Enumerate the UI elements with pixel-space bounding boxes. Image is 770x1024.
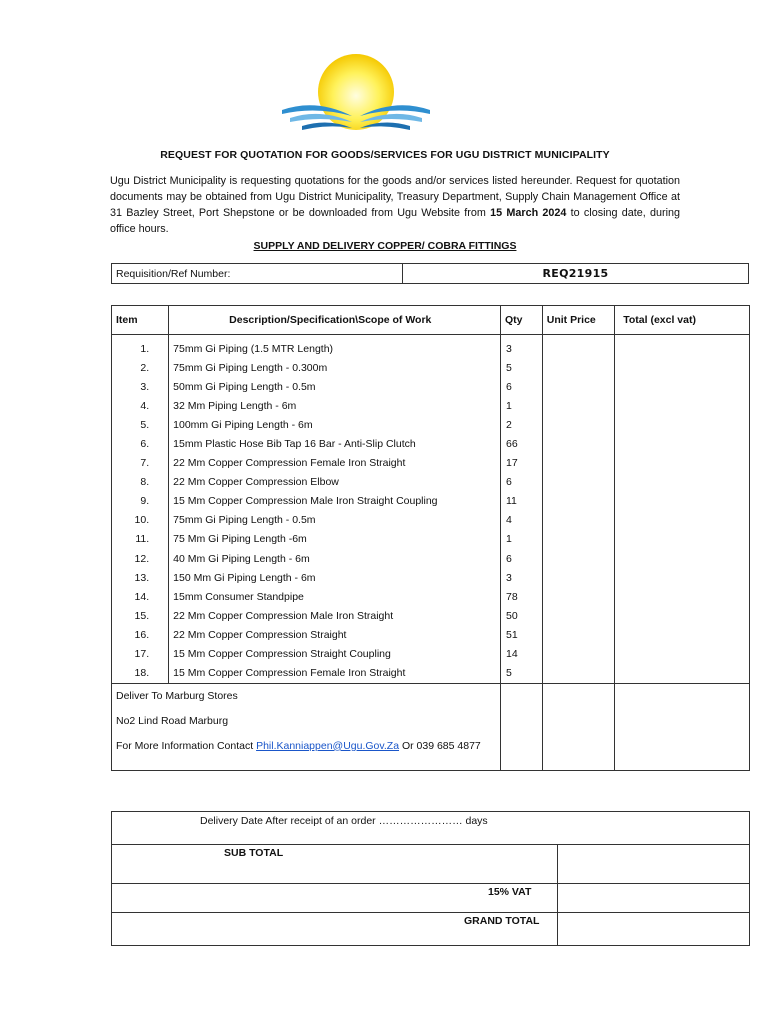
table-row	[112, 335, 750, 359]
item-unit-price[interactable]	[542, 473, 614, 492]
item-total[interactable]	[615, 473, 750, 492]
item-number: 11.	[112, 530, 169, 549]
item-description: 22 Mm Copper Compression Elbow	[169, 473, 501, 492]
item-number: 9.	[112, 492, 169, 511]
requisition-table	[111, 263, 749, 284]
item-description: 22 Mm Copper Compression Female Iron Straight	[169, 454, 501, 473]
item-unit-price[interactable]	[542, 396, 614, 415]
item-total[interactable]	[615, 664, 750, 684]
header-description: Description/Specification\Scope of Work	[169, 306, 501, 335]
item-unit-price[interactable]	[542, 606, 614, 625]
item-number: 2.	[112, 358, 169, 377]
item-description: 15mm Plastic Hose Bib Tap 16 Bar - Anti-Slip Clutch	[169, 434, 501, 453]
document-title: REQUEST FOR QUOTATION FOR GOODS/SERVICES FOR UGU DISTRICT MUNICIPALITY	[160, 149, 610, 161]
item-description: 75mm Gi Piping Length - 0.300m	[169, 358, 501, 377]
item-number: 5.	[112, 415, 169, 434]
item-unit-price[interactable]	[542, 377, 614, 396]
table-row	[112, 664, 750, 684]
delivery-info	[112, 684, 500, 769]
delivery-total-cell	[615, 683, 750, 770]
vat-row	[112, 884, 750, 913]
grand-total-row	[112, 913, 750, 946]
item-total[interactable]	[615, 530, 750, 549]
item-unit-price[interactable]	[542, 645, 614, 664]
contact-email-link[interactable]: Phil.Kanniappen@Ugu.Gov.Za	[256, 739, 400, 752]
item-total[interactable]	[615, 415, 750, 434]
delivery-date-row	[112, 812, 750, 845]
item-qty: 1	[501, 530, 543, 549]
table-row	[112, 492, 750, 511]
item-unit-price[interactable]	[542, 530, 614, 549]
item-description: 100mm Gi Piping Length - 6m	[169, 415, 501, 434]
item-total[interactable]	[615, 549, 750, 568]
item-number: 6.	[112, 434, 169, 453]
municipality-logo-icon	[276, 50, 436, 146]
item-description: 22 Mm Copper Compression Male Iron Straight	[169, 606, 501, 625]
item-description: 75mm Gi Piping (1.5 MTR Length)	[169, 335, 501, 359]
item-qty: 11	[501, 492, 543, 511]
intro-paragraph	[110, 173, 680, 237]
item-qty: 1	[501, 396, 543, 415]
item-total[interactable]	[615, 492, 750, 511]
document-subtitle: SUPPLY AND DELIVERY COPPER/ COBRA FITTINGS	[253, 240, 517, 252]
delivery-date-text: Delivery Date After receipt of an order …………………… days	[112, 812, 750, 845]
item-qty: 51	[501, 625, 543, 644]
item-total[interactable]	[615, 511, 750, 530]
item-description: 75mm Gi Piping Length - 0.5m	[169, 511, 501, 530]
delivery-row	[112, 683, 750, 770]
subtotal-row	[112, 845, 750, 884]
item-qty: 17	[501, 454, 543, 473]
item-description: 50mm Gi Piping Length - 0.5m	[169, 377, 501, 396]
item-number: 17.	[112, 645, 169, 664]
table-row	[112, 587, 750, 606]
item-unit-price[interactable]	[542, 568, 614, 587]
vat-label: 15% VAT	[112, 884, 558, 913]
item-number: 13.	[112, 568, 169, 587]
header-item: Item	[112, 306, 169, 335]
item-number: 12.	[112, 549, 169, 568]
item-qty: 5	[501, 664, 543, 684]
subtotal-value[interactable]	[557, 845, 749, 884]
item-unit-price[interactable]	[542, 549, 614, 568]
item-unit-price[interactable]	[542, 511, 614, 530]
item-qty: 6	[501, 377, 543, 396]
item-number: 8.	[112, 473, 169, 492]
item-total[interactable]	[615, 587, 750, 606]
item-description: 15 Mm Copper Compression Female Iron Straight	[169, 664, 501, 684]
item-qty: 14	[501, 645, 543, 664]
item-unit-price[interactable]	[542, 415, 614, 434]
table-row	[112, 568, 750, 587]
item-total[interactable]	[615, 335, 750, 359]
item-total[interactable]	[615, 358, 750, 377]
item-unit-price[interactable]	[542, 335, 614, 359]
item-description: 22 Mm Copper Compression Straight	[169, 625, 501, 644]
contact-phone: Or 039 685 4877	[399, 739, 481, 752]
item-qty: 78	[501, 587, 543, 606]
table-row	[112, 645, 750, 664]
item-qty: 3	[501, 335, 543, 359]
item-description: 150 Mm Gi Piping Length - 6m	[169, 568, 501, 587]
item-total[interactable]	[615, 568, 750, 587]
item-description: 40 Mm Gi Piping Length - 6m	[169, 549, 501, 568]
table-row	[112, 473, 750, 492]
table-row	[112, 606, 750, 625]
item-number: 4.	[112, 396, 169, 415]
item-description: 75 Mm Gi Piping Length -6m	[169, 530, 501, 549]
item-qty: 50	[501, 606, 543, 625]
item-number: 10.	[112, 511, 169, 530]
item-total[interactable]	[615, 377, 750, 396]
item-unit-price[interactable]	[542, 664, 614, 684]
header-total: Total (excl vat)	[615, 306, 750, 335]
item-number: 14.	[112, 587, 169, 606]
table-row	[112, 434, 750, 453]
table-row	[112, 377, 750, 396]
contact-prefix: For More Information Contact	[116, 739, 257, 752]
item-total[interactable]	[615, 434, 750, 453]
delivery-location: Deliver To Marburg Stores	[116, 689, 238, 702]
item-number: 3.	[112, 377, 169, 396]
item-unit-price[interactable]	[542, 492, 614, 511]
requisition-number: REQ21915	[403, 264, 749, 284]
items-table	[111, 305, 750, 771]
item-description: 32 Mm Piping Length - 6m	[169, 396, 501, 415]
table-row	[112, 358, 750, 377]
table-row	[112, 454, 750, 473]
intro-date: 15 March 2024	[490, 207, 567, 219]
intro-text: Ugu District Municipality is requesting quotations for the goods and/or services listed hereunder. Request for quotation documents may be obtained from Ugu District Municipality, Treasury Department, Supply Chain Management Office at 31 Bazley Street, Port Shepstone or be downloaded from Ugu Website from	[110, 175, 680, 219]
item-number: 16.	[112, 625, 169, 644]
item-total[interactable]	[615, 625, 750, 644]
table-header-row	[112, 306, 750, 335]
item-qty: 3	[501, 568, 543, 587]
grand-total-label: GRAND TOTAL	[112, 913, 558, 946]
grand-total-value[interactable]	[557, 913, 749, 946]
subtotal-label: SUB TOTAL	[112, 845, 558, 884]
item-total[interactable]	[615, 454, 750, 473]
totals-table	[111, 811, 750, 946]
item-number: 7.	[112, 454, 169, 473]
item-total[interactable]	[615, 645, 750, 664]
table-row	[112, 511, 750, 530]
item-qty: 4	[501, 511, 543, 530]
item-qty: 2	[501, 415, 543, 434]
item-unit-price[interactable]	[542, 454, 614, 473]
table-row	[112, 415, 750, 434]
delivery-unit-price-cell	[542, 683, 614, 770]
table-row	[112, 396, 750, 415]
item-number: 15.	[112, 606, 169, 625]
item-unit-price[interactable]	[542, 358, 614, 377]
header-qty: Qty	[501, 306, 543, 335]
table-row	[112, 549, 750, 568]
item-qty: 66	[501, 434, 543, 453]
header-unit-price: Unit Price	[542, 306, 614, 335]
item-qty: 6	[501, 549, 543, 568]
delivery-qty-cell	[501, 683, 543, 770]
item-description: 15 Mm Copper Compression Straight Coupling	[169, 645, 501, 664]
item-number: 18.	[112, 664, 169, 684]
delivery-address: No2 Lind Road Marburg	[116, 714, 229, 727]
item-qty: 5	[501, 358, 543, 377]
table-row	[112, 530, 750, 549]
item-unit-price[interactable]	[542, 625, 614, 644]
requisition-label: Requisition/Ref Number:	[112, 264, 403, 284]
contact-info	[116, 740, 496, 753]
intro-text-end: to closing date, during office hours.	[110, 207, 681, 235]
table-row	[112, 625, 750, 644]
item-description: 15 Mm Copper Compression Male Iron Straight Coupling	[169, 492, 501, 511]
item-total[interactable]	[615, 606, 750, 625]
item-number: 1.	[112, 335, 169, 359]
item-unit-price[interactable]	[542, 587, 614, 606]
vat-value[interactable]	[557, 884, 749, 913]
item-description: 15mm Consumer Standpipe	[169, 587, 501, 606]
item-unit-price[interactable]	[542, 434, 614, 453]
item-qty: 6	[501, 473, 543, 492]
item-total[interactable]	[615, 396, 750, 415]
